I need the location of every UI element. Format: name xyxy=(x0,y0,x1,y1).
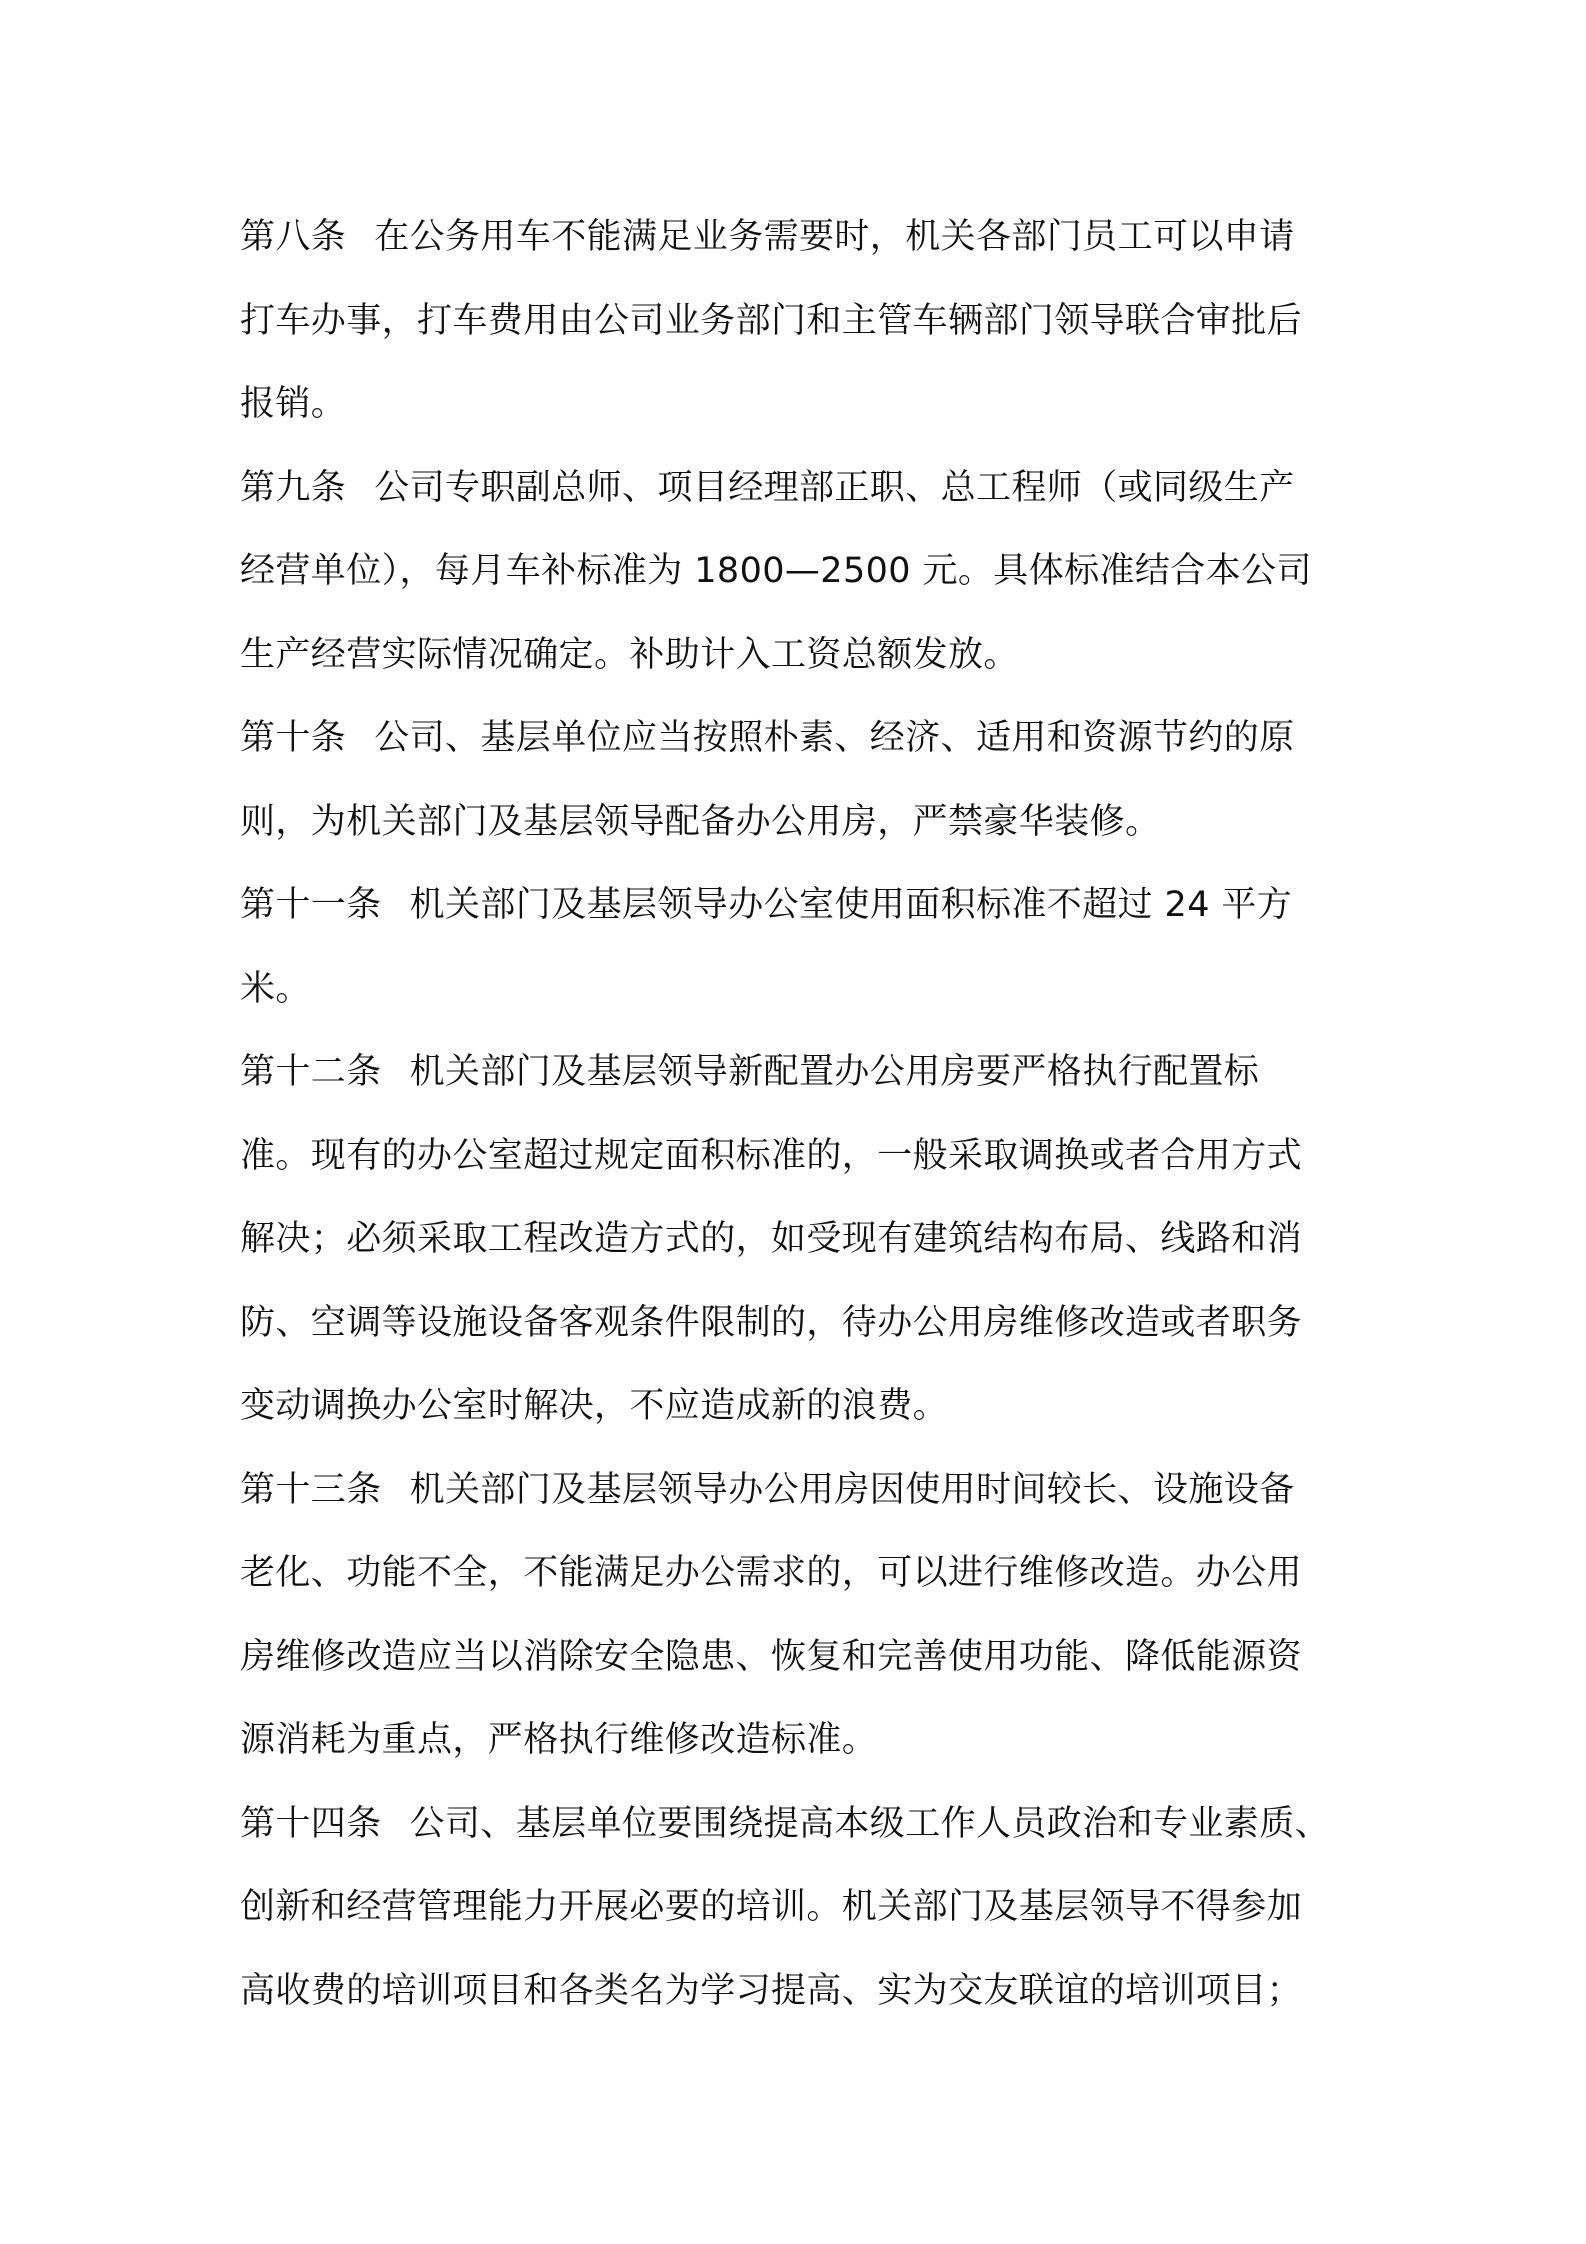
article-10 xyxy=(240,697,1390,864)
article-label: 第十三条 xyxy=(240,1469,382,1510)
article-text: 公司专职副总师、项目经理部正职、总工程师（或同级生产 xyxy=(374,467,1295,508)
article-label: 第十二条 xyxy=(240,1052,382,1092)
article-line: 打车办事，打车费用由公司业务部门和主管车辆部门领导联合审批后 xyxy=(240,300,1303,341)
article-9 xyxy=(240,447,1390,698)
article-line xyxy=(240,697,1390,781)
article-line: 高收费的培训项目和各类名为学习提高、实为交友联谊的培训项目； xyxy=(240,1970,1303,2011)
article-text: 机关部门及基层领导办公用房因使用时间较长、设施设备 xyxy=(409,1469,1295,1510)
article-label: 第八条 xyxy=(240,217,347,257)
article-label: 第十条 xyxy=(240,718,347,758)
article-label: 第九条 xyxy=(240,467,347,508)
article-line: 经营单位），每月车补标准为 1800—2500 元。具体标准结合本公司 xyxy=(240,551,1312,591)
article-line xyxy=(240,864,1390,948)
article-line xyxy=(240,1031,1390,1115)
article-line xyxy=(240,1783,1390,1867)
document-page xyxy=(240,196,1390,2033)
article-line: 准。现有的办公室超过规定面积标准的，一般采取调换或者合用方式 xyxy=(240,1135,1303,1176)
article-11 xyxy=(240,864,1390,1031)
article-12 xyxy=(240,1031,1390,1449)
article-line: 老化、功能不全，不能满足办公需求的，可以进行维修改造。办公用 xyxy=(240,1553,1303,1593)
article-text: 公司、基层单位要围绕提高本级工作人员政治和专业素质、 xyxy=(409,1803,1331,1844)
article-line: 报销。 xyxy=(240,384,347,424)
article-line: 源消耗为重点，严格执行维修改造标准。 xyxy=(240,1720,878,1760)
article-8 xyxy=(240,196,1390,447)
article-line: 生产经营实际情况确定。补助计入工资总额发放。 xyxy=(240,634,1019,675)
article-label: 第十一条 xyxy=(240,885,382,925)
article-13 xyxy=(240,1449,1390,1783)
article-line xyxy=(240,1449,1390,1533)
article-line xyxy=(240,196,1390,280)
article-line: 米。 xyxy=(240,968,311,1009)
article-line: 房维修改造应当以消除安全隐患、恢复和完善使用功能、降低能源资 xyxy=(240,1636,1303,1677)
article-text: 在公务用车不能满足业务需要时，机关各部门员工可以申请 xyxy=(374,217,1295,257)
article-line: 防、空调等设施设备客观条件限制的，待办公用房维修改造或者职务 xyxy=(240,1302,1303,1343)
article-line: 变动调换办公室时解决，不应造成新的浪费。 xyxy=(240,1386,949,1426)
article-text: 机关部门及基层领导新配置办公用房要严格执行配置标 xyxy=(409,1052,1260,1092)
article-line xyxy=(240,447,1390,531)
article-label: 第十四条 xyxy=(240,1803,382,1844)
article-line: 创新和经营管理能力开展必要的培训。机关部门及基层领导不得参加 xyxy=(240,1887,1303,1927)
article-line: 则，为机关部门及基层领导配备办公用房，严禁豪华装修。 xyxy=(240,801,1161,842)
article-text: 机关部门及基层领导办公室使用面积标准不超过 24 平方 xyxy=(409,885,1293,925)
article-line: 解决；必须采取工程改造方式的，如受现有建筑结构布局、线路和消 xyxy=(240,1219,1303,1259)
article-14 xyxy=(240,1783,1390,2034)
article-text: 公司、基层单位应当按照朴素、经济、适用和资源节约的原 xyxy=(374,718,1295,758)
